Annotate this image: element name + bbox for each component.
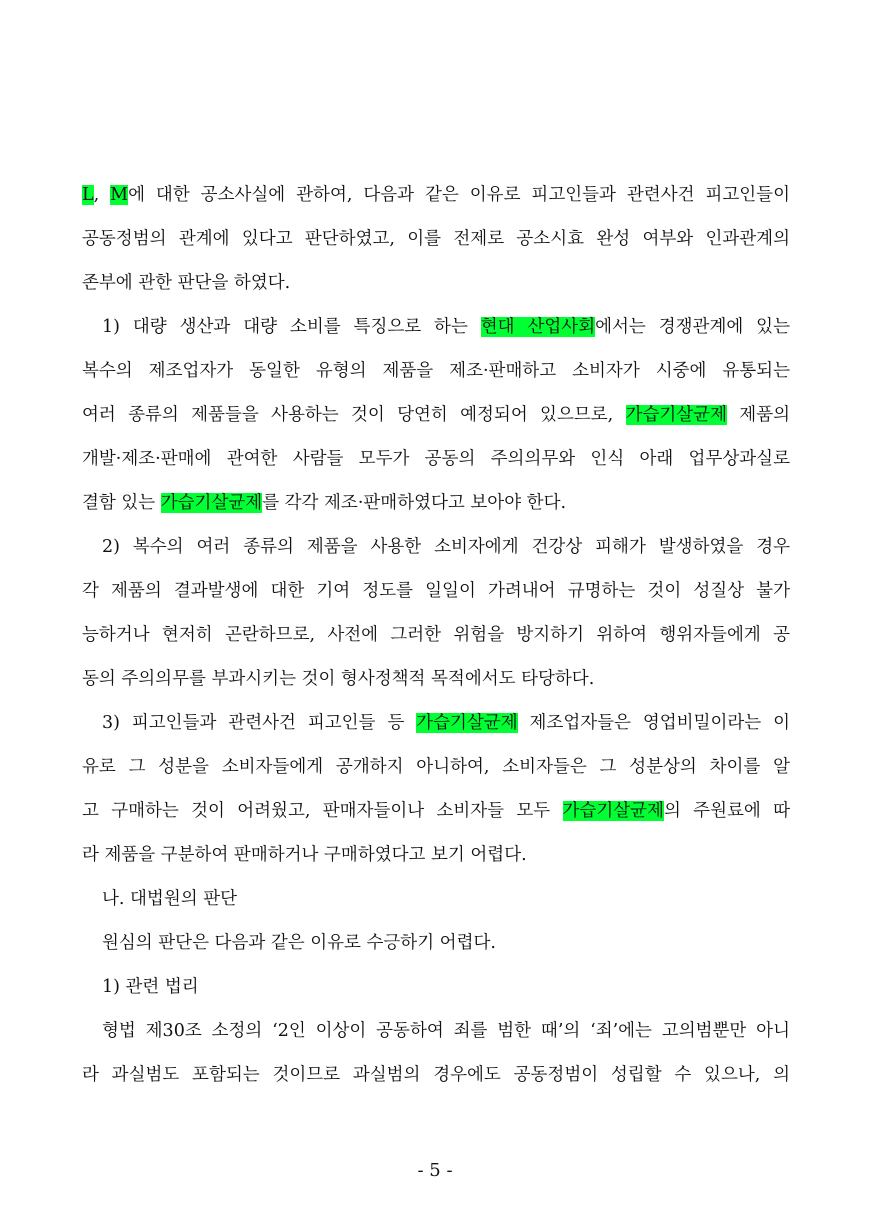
highlighted-term: 가습기살균제 — [416, 713, 518, 733]
document-body — [82, 173, 790, 1097]
highlighted-term: M — [110, 185, 129, 205]
text-line: 각 제품의 결과발생에 대한 기여 정도를 일일이 가려내어 규명하는 것이 성질상 불가 — [82, 581, 790, 601]
text-line: 원심의 판단은 다음과 같은 이유로 수긍하기 어렵다. — [102, 933, 496, 953]
text-line: 공동정범의 관계에 있다고 판단하였고, 이를 전제로 공소시효 완성 여부와 인과관계의 — [82, 229, 790, 249]
highlighted-term: 가습기살균제 — [625, 405, 727, 425]
text-line: 개발·제조·판매에 관여한 사람들 모두가 공동의 주의의무와 인식 아래 업무상과실로 — [82, 449, 790, 469]
text-line: 1) 관련 법리 — [102, 977, 199, 997]
text-line: 1) 대량 생산과 대량 소비를 특징으로 하는 현대 산업사회에서는 경쟁관계에 있는 — [102, 317, 790, 337]
highlighted-term: 가습기살균제 — [562, 801, 664, 821]
text-line: 형법 제30조 소정의 ‘2인 이상이 공동하여 죄를 범한 때’의 ‘죄’에는 고의범뿐만 아니 — [102, 1021, 790, 1041]
text-line: 라 과실범도 포함되는 것이므로 과실범의 경우에도 공동정범이 성립할 수 있으나, 의 — [82, 1065, 790, 1085]
highlighted-term: 가습기살균제 — [160, 493, 263, 513]
text-line: 유로 그 성분을 소비자들에게 공개하지 아니하여, 소비자들은 그 성분상의 차이를 알 — [82, 757, 790, 777]
highlighted-term: 현대 산업사회 — [480, 317, 596, 337]
text-line: 동의 주의의무를 부과시키는 것이 형사정책적 목적에서도 타당하다. — [82, 669, 595, 689]
text-line: 라 제품을 구분하여 판매하거나 구매하였다고 보기 어렵다. — [82, 845, 527, 865]
text-line: 여러 종류의 제품들을 사용하는 것이 당연히 예정되어 있으므로, 가습기살균제 제품의 — [82, 405, 791, 425]
text-line: 존부에 관한 판단을 하였다. — [82, 273, 291, 293]
text-line: L, M에 대한 공소사실에 관하여, 다음과 같은 이유로 피고인들과 관련사건 피고인들이 — [82, 185, 790, 205]
page-number: - 5 - — [417, 1160, 453, 1181]
text-line: 고 구매하는 것이 어려웠고, 판매자들이나 소비자들 모두 가습기살균제의 주원료에 따 — [82, 801, 790, 821]
text-line: 2) 복수의 여러 종류의 제품을 사용한 소비자에게 건강상 피해가 발생하였을 경우 — [102, 537, 790, 557]
text-line: 결함 있는 가습기살균제를 각각 제조·판매하였다고 보아야 한다. — [82, 493, 567, 513]
text-line: 능하거나 현저히 곤란하므로, 사전에 그러한 위험을 방지하기 위하여 행위자들에게 공 — [82, 625, 790, 645]
text-line: 3) 피고인들과 관련사건 피고인들 등 가습기살균제 제조업자들은 영업비밀이라는 이 — [102, 713, 790, 733]
highlighted-term: L — [82, 185, 94, 205]
text-line: 복수의 제조업자가 동일한 유형의 제품을 제조·판매하고 소비자가 시중에 유통되는 — [82, 361, 790, 381]
text-line: 나. 대법원의 판단 — [102, 889, 238, 909]
